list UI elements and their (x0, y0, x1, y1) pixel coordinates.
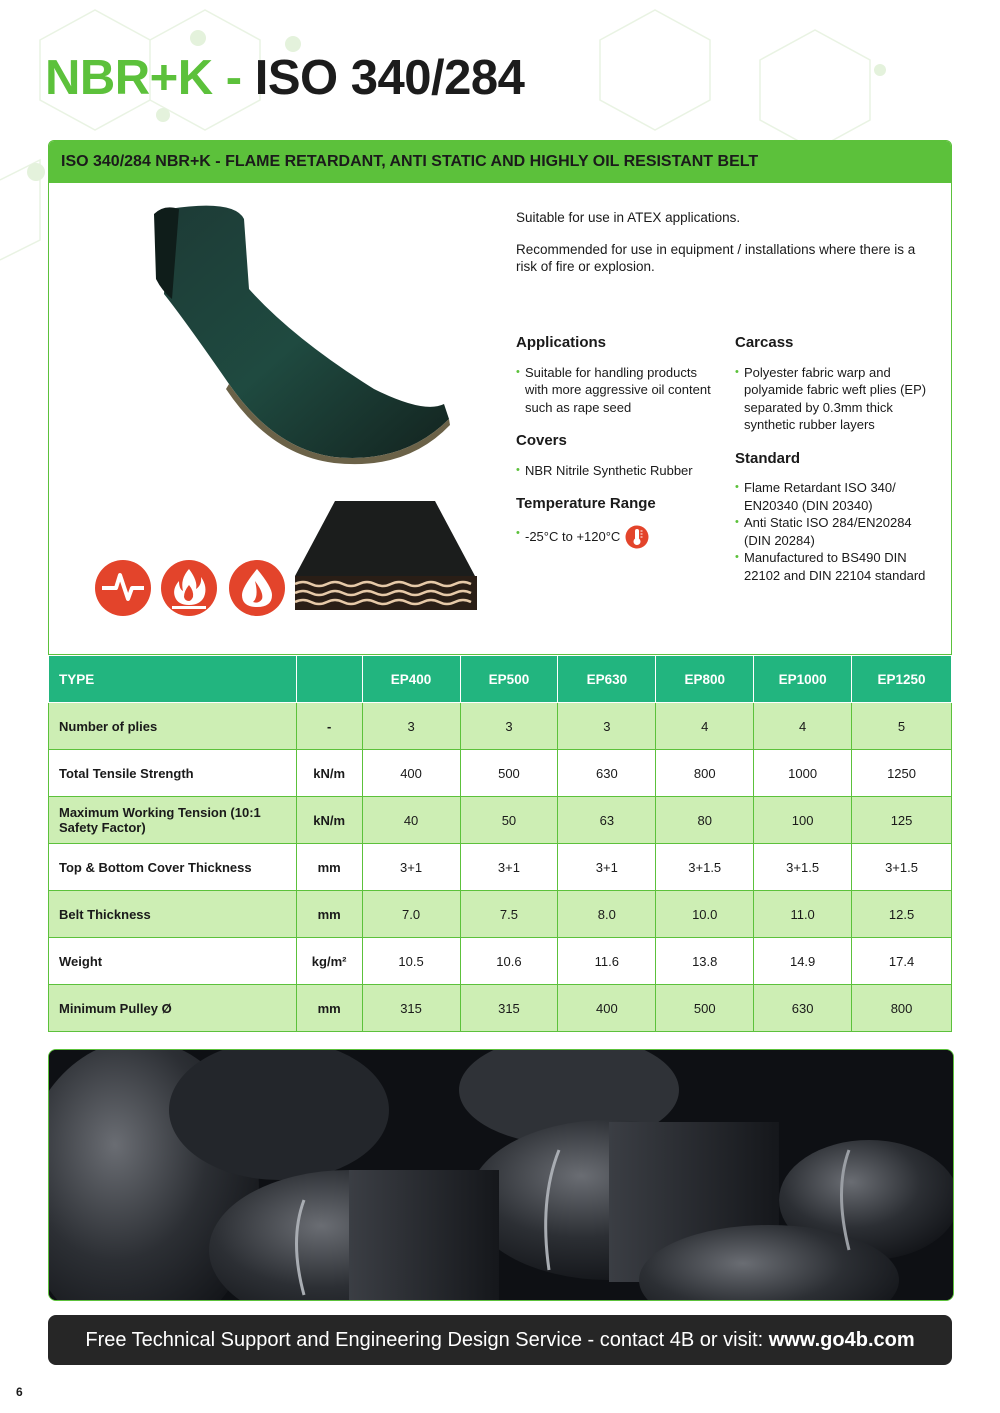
belt-roll-image (144, 199, 464, 479)
table-cell: 10.5 (362, 938, 460, 985)
table-row (49, 750, 952, 797)
page-number: 6 (16, 1385, 23, 1399)
belt-rolls-illustration (49, 1050, 953, 1300)
row-unit: mm (296, 985, 362, 1032)
table-header-cell: EP1250 (852, 656, 952, 703)
table-header-row (49, 656, 952, 703)
product-panel (48, 140, 952, 655)
table-header-cell: EP800 (656, 656, 754, 703)
standard-item: • Manufactured to BS490 DIN 22102 and DIN 22104 standard (735, 549, 935, 584)
left-info-column (516, 334, 716, 549)
title-standard: ISO 340/284 (254, 51, 525, 105)
right-info-column (735, 334, 935, 584)
oil-drop-icon (228, 559, 286, 617)
table-cell: 3+1 (460, 844, 558, 891)
table-cell: 50 (460, 797, 558, 844)
table-cell: 315 (460, 985, 558, 1032)
page-title (45, 52, 524, 106)
table-cell: 14.9 (754, 938, 852, 985)
carcass-heading: Carcass (735, 334, 794, 351)
row-label: Number of plies (49, 703, 297, 750)
table-cell: 400 (558, 985, 656, 1032)
temperature-value: • -25°C to +120°C (525, 528, 621, 544)
table-cell: 17.4 (852, 938, 952, 985)
table-cell: 40 (362, 797, 460, 844)
row-label: Belt Thickness (49, 891, 297, 938)
applications-list (516, 364, 716, 417)
thermometer-icon (625, 525, 649, 549)
table-cell: 63 (558, 797, 656, 844)
table-cell: 315 (362, 985, 460, 1032)
table-cell: 10.0 (656, 891, 754, 938)
table-cell: 4 (754, 703, 852, 750)
table-cell: 3 (460, 703, 558, 750)
table-cell: 12.5 (852, 891, 952, 938)
standard-item: • Anti Static ISO 284/EN20284 (DIN 20284) (735, 514, 935, 549)
row-label: Total Tensile Strength (49, 750, 297, 797)
footer-text: Free Technical Support and Engineering Design Service - contact 4B or visit: (85, 1329, 764, 1351)
table-cell: 4 (656, 703, 754, 750)
panel-header: ISO 340/284 NBR+K - FLAME RETARDANT, ANTI STATIC AND HIGHLY OIL RESISTANT BELT (49, 141, 951, 183)
table-cell: 800 (656, 750, 754, 797)
table-cell: 100 (754, 797, 852, 844)
title-product: NBR+K - (45, 51, 242, 105)
row-label: Weight (49, 938, 297, 985)
table-header-cell: EP630 (558, 656, 656, 703)
table-cell: 3+1 (362, 844, 460, 891)
table-header-cell (296, 656, 362, 703)
spec-table (48, 655, 952, 1032)
intro-recommendation: Recommended for use in equipment / installations where there is a risk of fire or explosion. (516, 242, 916, 274)
flame-icon (160, 559, 218, 617)
table-row (49, 797, 952, 844)
table-cell: 125 (852, 797, 952, 844)
table-cell: 3+1.5 (656, 844, 754, 891)
table-cell: 7.0 (362, 891, 460, 938)
table-cell: 1000 (754, 750, 852, 797)
table-cell: 13.8 (656, 938, 754, 985)
table-cell: 3 (558, 703, 656, 750)
table-header-cell: EP500 (460, 656, 558, 703)
table-cell: 7.5 (460, 891, 558, 938)
belt-cross-section-image (295, 496, 477, 611)
row-label: Minimum Pulley Ø (49, 985, 297, 1032)
table-cell: 11.6 (558, 938, 656, 985)
row-unit: mm (296, 844, 362, 891)
applications-heading: Applications (516, 334, 607, 351)
covers-list (516, 462, 716, 480)
table-header-cell: TYPE (49, 656, 297, 703)
table-cell: 10.6 (460, 938, 558, 985)
table-row (49, 938, 952, 985)
temperature-list (516, 525, 716, 549)
table-cell: 1250 (852, 750, 952, 797)
table-cell: 3+1.5 (754, 844, 852, 891)
carcass-list (735, 364, 935, 434)
table-cell: 80 (656, 797, 754, 844)
row-unit: mm (296, 891, 362, 938)
table-row (49, 703, 952, 750)
table-cell: 500 (460, 750, 558, 797)
row-label: Maximum Working Tension (10:1 Safety Factor) (49, 797, 297, 844)
belt-rolls-photo (48, 1049, 954, 1301)
footer-bar (48, 1315, 952, 1365)
row-unit: - (296, 703, 362, 750)
standard-item: • Flame Retardant ISO 340/ EN20340 (DIN 20340) (735, 479, 935, 514)
table-row (49, 891, 952, 938)
row-unit: kN/m (296, 750, 362, 797)
intro-atex: Suitable for use in ATEX applications. (516, 210, 741, 225)
carcass-item: • Polyester fabric warp and polyamide fabric weft plies (EP) separated by 0.3mm thick synthetic rubber layers (735, 364, 935, 434)
anti-static-icon (94, 559, 152, 617)
row-unit: kg/m² (296, 938, 362, 985)
table-row (49, 985, 952, 1032)
table-row (49, 844, 952, 891)
footer-link[interactable]: www.go4b.com (768, 1329, 915, 1351)
table-cell: 630 (754, 985, 852, 1032)
row-unit: kN/m (296, 797, 362, 844)
table-cell: 5 (852, 703, 952, 750)
table-cell: 3 (362, 703, 460, 750)
row-label: Top & Bottom Cover Thickness (49, 844, 297, 891)
table-cell: 400 (362, 750, 460, 797)
table-cell: 3+1 (558, 844, 656, 891)
standard-list (735, 479, 935, 584)
temperature-heading: Temperature Range (516, 495, 656, 512)
table-cell: 11.0 (754, 891, 852, 938)
table-cell: 3+1.5 (852, 844, 952, 891)
standard-heading: Standard (735, 449, 801, 467)
covers-heading: Covers (516, 432, 567, 449)
table-cell: 500 (656, 985, 754, 1032)
applications-item: • Suitable for handling products with more aggressive oil content such as rape seed (516, 364, 716, 417)
table-cell: 630 (558, 750, 656, 797)
temperature-item (516, 525, 716, 549)
table-cell: 8.0 (558, 891, 656, 938)
table-cell: 800 (852, 985, 952, 1032)
table-header-cell: EP1000 (754, 656, 852, 703)
table-header-cell: EP400 (362, 656, 460, 703)
covers-item: • NBR Nitrile Synthetic Rubber (516, 462, 716, 480)
